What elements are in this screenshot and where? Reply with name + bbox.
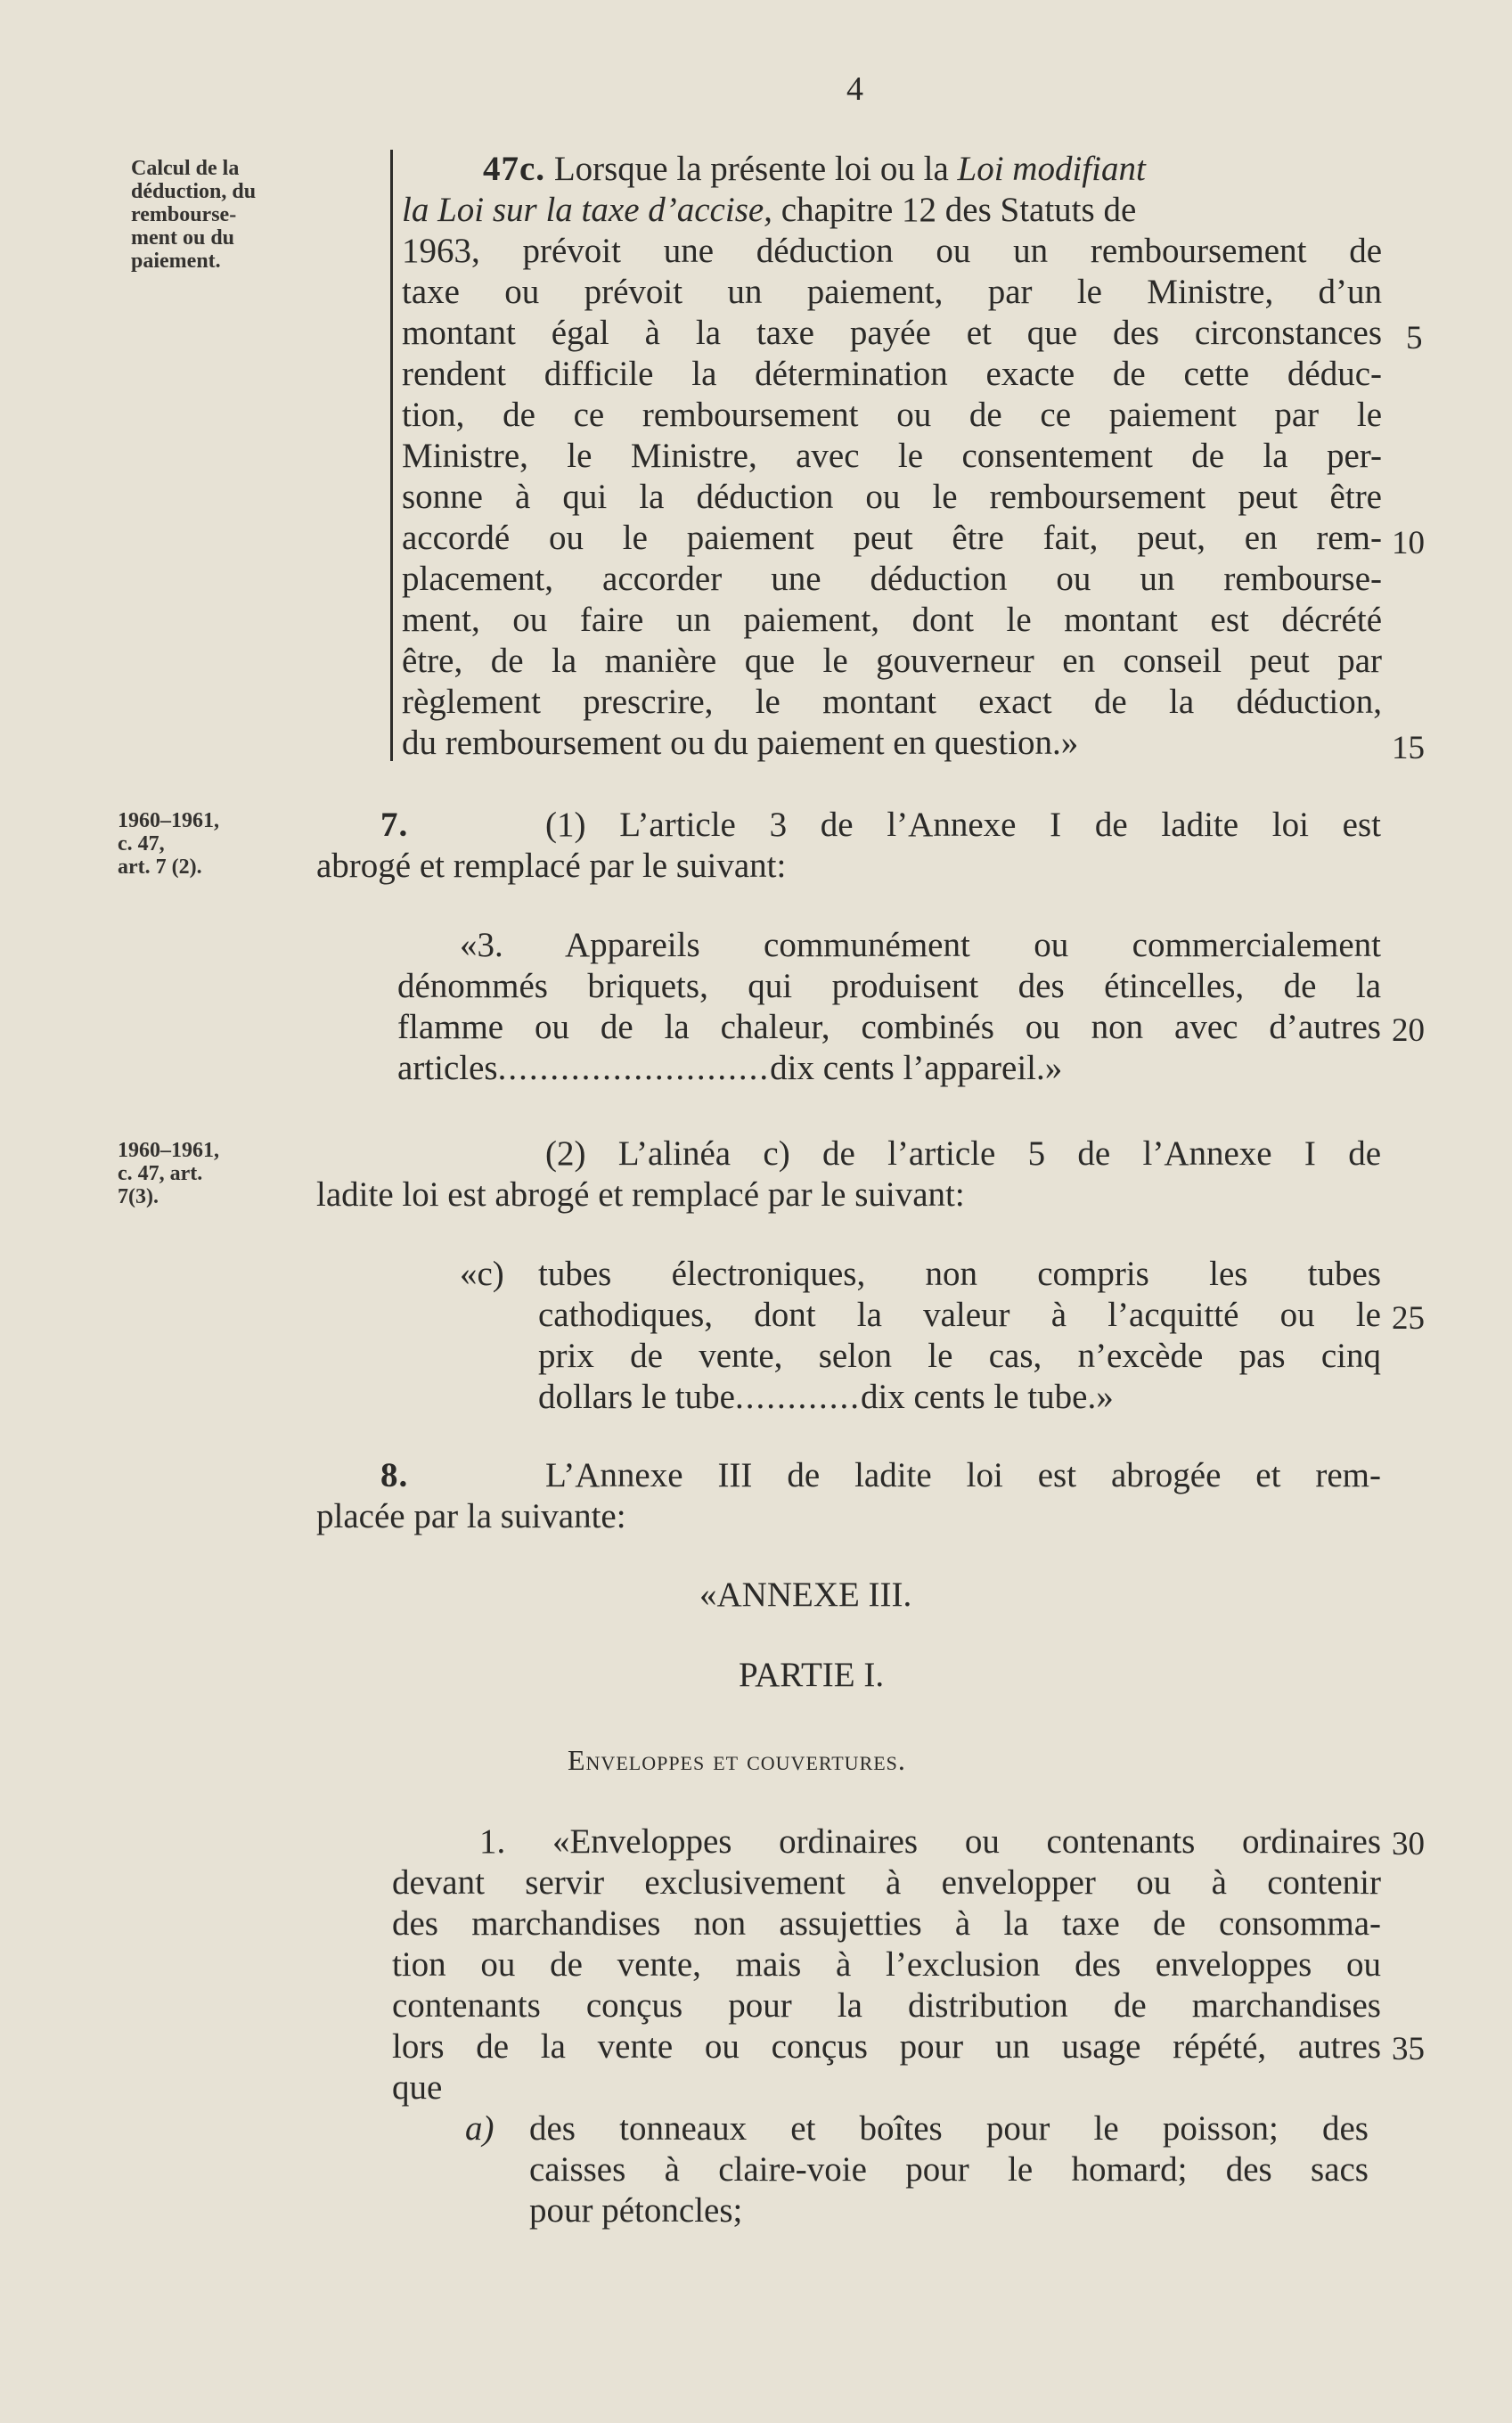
item-line: caisses à claire-voie pour le homard; des sacs bbox=[529, 2150, 1369, 2189]
text: dix cents le tube.» bbox=[860, 1378, 1114, 1416]
item-line: contenants conçus pour la distribution de marchandises bbox=[392, 1986, 1381, 2025]
margin-note-line: 1960–1961, bbox=[118, 1139, 219, 1162]
text: Lorsque la présente loi ou la bbox=[553, 150, 949, 188]
text-line: taxe ou prévoit un paiement, par le Ministre, d’un bbox=[402, 273, 1382, 311]
text-line: abrogé et remplacé par le suivant: bbox=[316, 847, 787, 885]
section-number: 8. bbox=[380, 1456, 409, 1494]
item-line bbox=[538, 1377, 1114, 1418]
line-number: 25 bbox=[1392, 1300, 1425, 1337]
section-47c-first-line bbox=[483, 149, 1146, 190]
text-line: ment, ou faire un paiement, dont le montant est décrété bbox=[402, 601, 1382, 639]
text-line: montant égal à la taxe payée et que des circonstances bbox=[402, 314, 1382, 352]
text: chapitre 12 des Statuts de bbox=[781, 191, 1137, 229]
margin-note-line: c. 47, art. bbox=[118, 1162, 203, 1185]
annexe-part: PARTIE I. bbox=[739, 1656, 885, 1694]
text-line: sonne à qui la déduction ou le remboursement peut être bbox=[402, 478, 1382, 516]
section-vertical-rule bbox=[390, 150, 393, 761]
text-line: (2) L’alinéa c) de l’article 5 de l’Annexe I de bbox=[545, 1134, 1381, 1173]
item-line: devant servir exclusivement à envelopper ou à contenir bbox=[392, 1863, 1381, 1902]
italic-title: la Loi sur la taxe d’accise, bbox=[402, 191, 772, 229]
leader-dots: .......................... bbox=[497, 1049, 771, 1087]
text-line: règlement prescrire, le montant exact de la déduction, bbox=[402, 683, 1382, 721]
text-line: être, de la manière que le gouverneur en conseil peut par bbox=[402, 642, 1382, 680]
margin-note-line: déduction, du bbox=[131, 180, 257, 203]
item-marker: a) bbox=[465, 2109, 494, 2148]
quote-line: dénommés briquets, qui produisent des étincelles, de la bbox=[397, 967, 1381, 1005]
text-line: placement, accorder une déduction ou un rembourse- bbox=[402, 560, 1382, 598]
text: articles bbox=[397, 1049, 498, 1087]
text: dix cents l’appareil.» bbox=[770, 1049, 1063, 1087]
item-marker: «c) bbox=[460, 1255, 504, 1293]
item-line: 1. «Enveloppes ordinaires ou contenants ordinaires bbox=[479, 1822, 1381, 1861]
text-line: ladite loi est abrogé et remplacé par le suivant: bbox=[316, 1175, 965, 1214]
quote-line: «3. Appareils communément ou commercialement bbox=[460, 926, 1381, 964]
line-number: 35 bbox=[1392, 2031, 1425, 2067]
margin-note-line: c. 47, bbox=[118, 832, 165, 855]
margin-note-line: 1960–1961, bbox=[118, 809, 219, 832]
margin-note-line: art. 7 (2). bbox=[118, 855, 202, 879]
line-number: 30 bbox=[1392, 1826, 1425, 1862]
margin-note-art-7-2 bbox=[118, 809, 219, 879]
leader-dots: ............ bbox=[734, 1378, 861, 1416]
text-line: (1) L’article 3 de l’Annexe I de ladite loi est bbox=[545, 806, 1381, 844]
item-line: cathodiques, dont la valeur à l’acquitté ou le bbox=[538, 1296, 1381, 1334]
item-line: prix de vente, selon le cas, n’excède pas cinq bbox=[538, 1337, 1381, 1375]
margin-note-line: ment ou du bbox=[131, 226, 235, 250]
line-number: 15 bbox=[1392, 730, 1425, 766]
text: dollars le tube bbox=[538, 1378, 735, 1416]
page-number: 4 bbox=[846, 70, 863, 108]
text-line: rendent difficile la détermination exacte de cette déduc- bbox=[402, 355, 1382, 393]
item-line: lors de la vente ou conçus pour un usage répété, autres bbox=[392, 2027, 1381, 2066]
text-line: du remboursement ou du paiement en question.» bbox=[402, 724, 1079, 762]
margin-note-line: 7(3). bbox=[118, 1185, 159, 1208]
text-line: 1963, prévoit une déduction ou un remboursement de bbox=[402, 232, 1382, 270]
section-number: 7. bbox=[380, 806, 409, 844]
margin-note-line: paiement. bbox=[131, 250, 221, 273]
margin-note-calcul bbox=[131, 157, 256, 273]
line-number: 5 bbox=[1406, 320, 1423, 356]
item-line: des marchandises non assujetties à la taxe de consomma- bbox=[392, 1904, 1381, 1943]
margin-note-line: rembourse- bbox=[131, 203, 237, 226]
line-number: 10 bbox=[1392, 525, 1425, 561]
item-line: que bbox=[392, 2068, 443, 2107]
annexe-title: «ANNEXE III. bbox=[699, 1576, 912, 1614]
item-line: tion ou de vente, mais à l’exclusion des enveloppes ou bbox=[392, 1945, 1381, 1984]
line-number: 20 bbox=[1392, 1012, 1425, 1049]
italic-title: Loi modifiant bbox=[957, 150, 1146, 188]
text-line: L’Annexe III de ladite loi est abrogée et rem- bbox=[545, 1456, 1381, 1494]
item-line: pour pétoncles; bbox=[529, 2191, 743, 2230]
quote-line: flamme ou de la chaleur, combinés ou non avec d’autres bbox=[397, 1008, 1381, 1046]
text-line bbox=[402, 190, 1382, 231]
section-number: 47c. bbox=[483, 150, 546, 188]
annexe-heading: Enveloppes et couvertures. bbox=[568, 1744, 906, 1776]
margin-note-line: Calcul de la bbox=[131, 157, 240, 180]
text-line: Ministre, le Ministre, avec le consentement de la per- bbox=[402, 437, 1382, 475]
margin-note-art-7-3 bbox=[118, 1139, 219, 1208]
quote-line bbox=[397, 1048, 1062, 1089]
text-line: placée par la suivante: bbox=[316, 1497, 626, 1535]
text-line: tion, de ce remboursement ou de ce paiement par le bbox=[402, 396, 1382, 434]
text-line: accordé ou le paiement peut être fait, peut, en rem- bbox=[402, 519, 1382, 557]
item-line: des tonneaux et boîtes pour le poisson; des bbox=[529, 2109, 1369, 2148]
item-line: tubes électroniques, non compris les tubes bbox=[538, 1255, 1381, 1293]
